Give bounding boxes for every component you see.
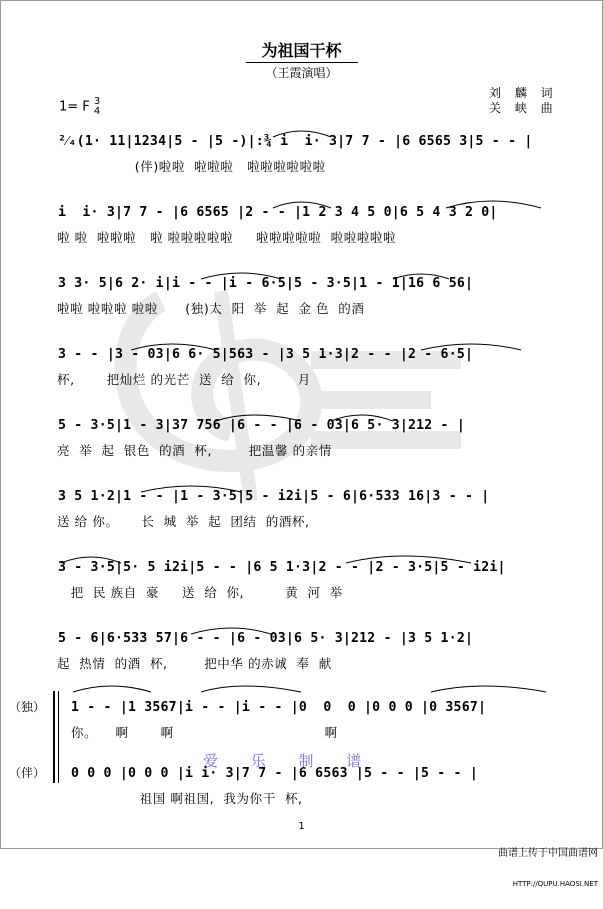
notation-line-6: 3 5 1·2|1 - - |1 - 3·5|5 - i2i|5 - 6|6·533 16|3 - - | [58,489,490,504]
notation-line-4: 3 - - |3 - 03|6 6· 5|563 - |3 5 1·3|2 - - |2 - 6·5| [58,347,474,362]
title-underline [246,62,358,63]
time-signature [94,97,100,117]
key-text: 1= F [59,99,90,115]
notation-line-1: ²⁄₄(1· 11|1234|5 - |5 -)|:¾ i i· 3|7 7 - |6 6565 3|5 - - | [58,134,533,149]
time-bottom: 4 [93,106,101,117]
notation-line-3: 3 3· 5|6 2· i|i - - |i - 6·5|5 - 3·5|1 - 1|16 6 56| [58,276,474,291]
accompaniment-lyrics: 祖国 啊祖国, 我为你干 杯, [71,791,303,806]
composer-credit: 关 峡 曲 [489,101,558,115]
lyrics-line-7: 把 民 族自 豪 送 给 你, 黄 河 举 [57,585,343,600]
lyrics-line-8: 起 热情 的酒 杯, 把中华 的赤诚 奉 献 [57,656,332,671]
lyrics-line-5: 亮 举 起 银色 的酒 杯, 把温馨 的亲情 [57,443,332,458]
lyricist-credit: 刘 麟 词 [489,86,558,100]
accompaniment-notation: 0 0 0 |0 0 0 |i i· 3|7 7 - |6 6563 |5 - - |5 - - | [71,766,478,781]
accompaniment-part-label: （伴） [9,766,46,780]
system-bracket [53,691,55,783]
system-bracket-inner [58,691,59,783]
time-top: 3 [93,96,101,107]
solo-lyrics: 你。 啊 啊 啊 [71,725,338,740]
key-signature [59,97,100,117]
lyrics-line-3: 啦啦 啦啦啦 啦啦 (独)太 阳 举 起 金 色 的酒 [57,301,365,316]
footer-text: 曲谱上传于中国曲谱网 [498,848,598,859]
footer-url[interactable]: HTTP://QUPU.HAOSI.NET [512,880,598,888]
notation-line-5: 5 - 3·5|1 - 3|37 756 |6 - - |6 - 03|6 5· 3|212 - | [58,418,465,433]
site-footer [498,829,598,909]
singer-subtitle: （王霞演唱） [265,66,338,80]
lyrics-line-1: (伴)啦啦 啦啦啦 啦啦啦啦啦啦 [57,159,326,174]
solo-part-label: （独） [9,700,46,714]
solo-notation: 1 - - |1 3567|i - - |i - - |0 0 0 |0 0 0 |0 3567| [71,700,487,715]
lyrics-line-6: 送 给 你。 长 城 举 起 团结 的酒杯, [57,514,310,529]
lyrics-line-2: 啦 啦 啦啦啦 啦 啦啦啦啦啦 啦啦啦啦啦 啦啦啦啦啦 [57,230,397,245]
watermark-text: 爱 乐 制 谱 [203,752,376,770]
notation-line-8: 5 - 6|6·533 57|6 - - |6 - 03|6 5· 3|212 - |3 5 1·2| [58,631,474,646]
page-number: 1 [298,821,305,832]
lyrics-line-4: 杯, 把灿烂 的光芒 送 给 你, 月 [57,372,311,387]
notation-line-2: i i· 3|7 7 - |6 6565 |2 - - |1 2 3 4 5 0|6 5 4 3 2 0| [58,205,498,220]
song-title: 为祖国干杯 [261,41,342,60]
notation-line-7: 3 - 3·5|5· 5 i2i|5 - - |6 5 1·3|2 - - |2 - 3·5|5 - i2i| [58,560,506,575]
